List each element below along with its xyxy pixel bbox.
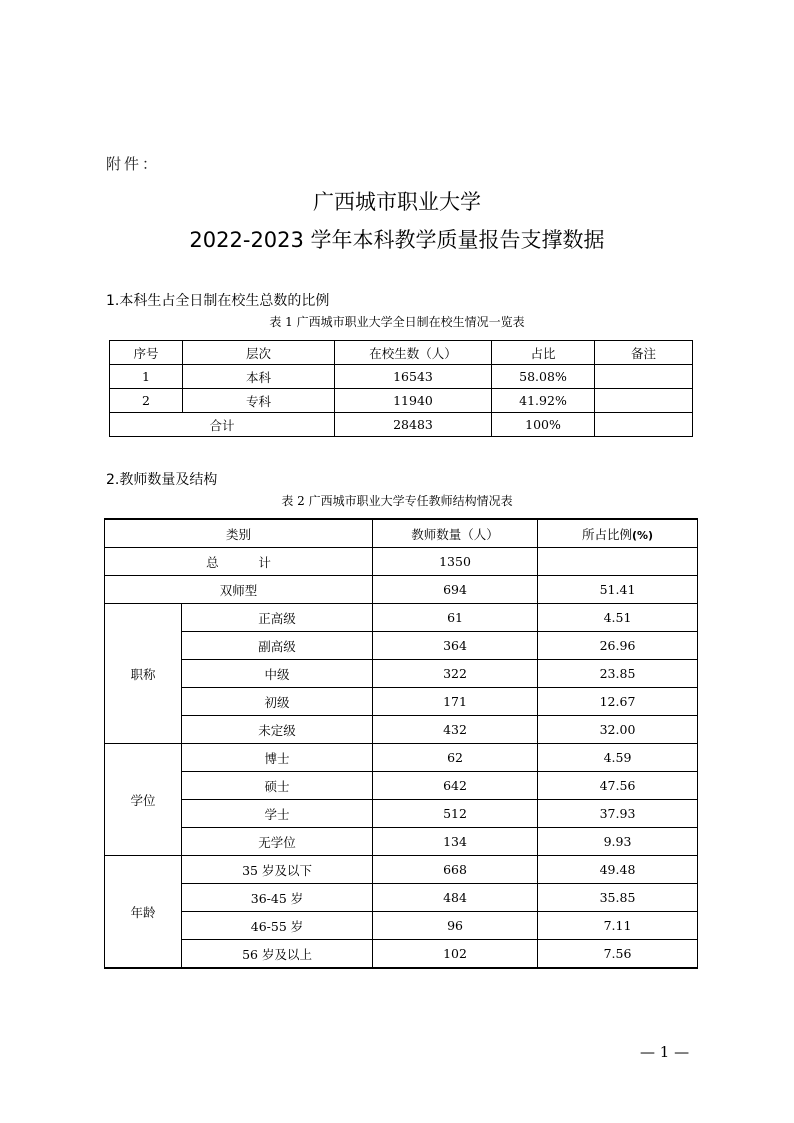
table2-total-count: 1350	[373, 548, 538, 576]
table2-cell-ratio: 32.00	[538, 716, 698, 744]
table2-cell-label: 正高级	[182, 604, 373, 632]
table-row	[105, 856, 698, 884]
section1-heading: 1.本科生占全日制在校生总数的比例	[106, 293, 330, 309]
table2-cell-count: 364	[373, 632, 538, 660]
table2-cell-count: 668	[373, 856, 538, 884]
table-row	[105, 772, 698, 800]
table2	[104, 518, 698, 969]
table1-header: 序号	[110, 341, 183, 365]
table2-cell-ratio: 47.56	[538, 772, 698, 800]
table2-cell-label: 35 岁及以下	[182, 856, 373, 884]
table1-caption: 表 1 广西城市职业大学全日制在校生情况一览表	[269, 315, 525, 329]
table1-cell-note	[595, 365, 693, 389]
table1-cell-no: 1	[110, 365, 183, 389]
table-row	[105, 632, 698, 660]
table1-cell-note	[595, 389, 693, 413]
table2-cell-label: 副高级	[182, 632, 373, 660]
table2-cell-ratio: 49.48	[538, 856, 698, 884]
table2-cell-label: 初级	[182, 688, 373, 716]
table2-cell-count: 484	[373, 884, 538, 912]
table1-cell-level: 本科	[183, 365, 335, 389]
table2-cell-label: 56 岁及以上	[182, 940, 373, 969]
table2-group-name: 职称	[105, 604, 182, 744]
table2-cell-count: 134	[373, 828, 538, 856]
table1-cell-ratio: 58.08%	[492, 365, 595, 389]
table-row	[105, 604, 698, 632]
document-title: 广西城市职业大学	[313, 190, 481, 214]
table2-cell-count: 96	[373, 912, 538, 940]
table2-cell-ratio: 23.85	[538, 660, 698, 688]
table2-header-row	[105, 519, 698, 548]
attachment-label: 附件：	[106, 155, 161, 173]
table-row	[105, 828, 698, 856]
table-row	[105, 660, 698, 688]
table2-cell-ratio: 7.56	[538, 940, 698, 969]
table2-cell-ratio: 4.51	[538, 604, 698, 632]
table2-cell-count: 512	[373, 800, 538, 828]
document-subtitle: 2022-2023 学年本科教学质量报告支撑数据	[189, 228, 605, 252]
table-row	[105, 884, 698, 912]
table2-group-name: 学位	[105, 744, 182, 856]
table-row	[105, 940, 698, 969]
table2-cell-count: 642	[373, 772, 538, 800]
table1-cell-level: 专科	[183, 389, 335, 413]
table2-dual-count: 694	[373, 576, 538, 604]
page-number: — 1 —	[640, 1043, 690, 1061]
table2-cell-count: 62	[373, 744, 538, 772]
table2-cell-label: 未定级	[182, 716, 373, 744]
table1-total-ratio: 100%	[492, 413, 595, 437]
table2-cell-ratio: 37.93	[538, 800, 698, 828]
table2-header-ratio-unit: (%)	[631, 528, 654, 542]
table2-cell-count: 61	[373, 604, 538, 632]
table2-cell-ratio: 26.96	[538, 632, 698, 660]
table1-total-count: 28483	[335, 413, 492, 437]
table2-cell-ratio: 9.93	[538, 828, 698, 856]
table2-cell-label: 36-45 岁	[182, 884, 373, 912]
table1-header: 层次	[183, 341, 335, 365]
table1	[109, 340, 693, 437]
table2-cell-label: 无学位	[182, 828, 373, 856]
table1-total-note	[595, 413, 693, 437]
table1-header-row	[110, 341, 693, 365]
table-row	[110, 365, 693, 389]
table2-total-row	[105, 548, 698, 576]
table-row	[105, 744, 698, 772]
table2-header-count: 教师数量（人）	[373, 519, 538, 548]
table1-total-row	[110, 413, 693, 437]
table2-cell-count: 102	[373, 940, 538, 969]
table1-cell-ratio: 41.92%	[492, 389, 595, 413]
table-row	[110, 389, 693, 413]
table2-cell-label: 中级	[182, 660, 373, 688]
table2-cell-label: 硕士	[182, 772, 373, 800]
table2-header-ratio	[538, 519, 698, 548]
table2-header-ratio-label: 所占比例	[581, 526, 632, 542]
table1-cell-count: 11940	[335, 389, 492, 413]
table-row	[105, 688, 698, 716]
table1-header: 备注	[595, 341, 693, 365]
table2-cell-ratio: 12.67	[538, 688, 698, 716]
section2-heading: 2.教师数量及结构	[106, 472, 218, 488]
table2-dual-ratio: 51.41	[538, 576, 698, 604]
table2-cell-ratio: 4.59	[538, 744, 698, 772]
table2-dual-label: 双师型	[105, 576, 373, 604]
table-row	[105, 800, 698, 828]
table2-cell-count: 171	[373, 688, 538, 716]
table-row	[105, 716, 698, 744]
table2-dual-row	[105, 576, 698, 604]
table2-header-category: 类别	[105, 519, 373, 548]
table2-caption: 表 2 广西城市职业大学专任教师结构情况表	[281, 494, 513, 508]
table1-cell-count: 16543	[335, 365, 492, 389]
table1-cell-no: 2	[110, 389, 183, 413]
table1-header: 在校生数（人）	[335, 341, 492, 365]
table2-cell-label: 学士	[182, 800, 373, 828]
table2-cell-label: 46-55 岁	[182, 912, 373, 940]
table2-cell-ratio: 7.11	[538, 912, 698, 940]
table-row	[105, 912, 698, 940]
table2-total-ratio	[538, 548, 698, 576]
table1-header: 占比	[492, 341, 595, 365]
table2-cell-count: 432	[373, 716, 538, 744]
table1-total-label: 合计	[110, 413, 335, 437]
table2-cell-label: 博士	[182, 744, 373, 772]
table2-group-name: 年龄	[105, 856, 182, 969]
table2-total-label: 总 计	[105, 548, 373, 576]
table2-cell-count: 322	[373, 660, 538, 688]
table2-cell-ratio: 35.85	[538, 884, 698, 912]
